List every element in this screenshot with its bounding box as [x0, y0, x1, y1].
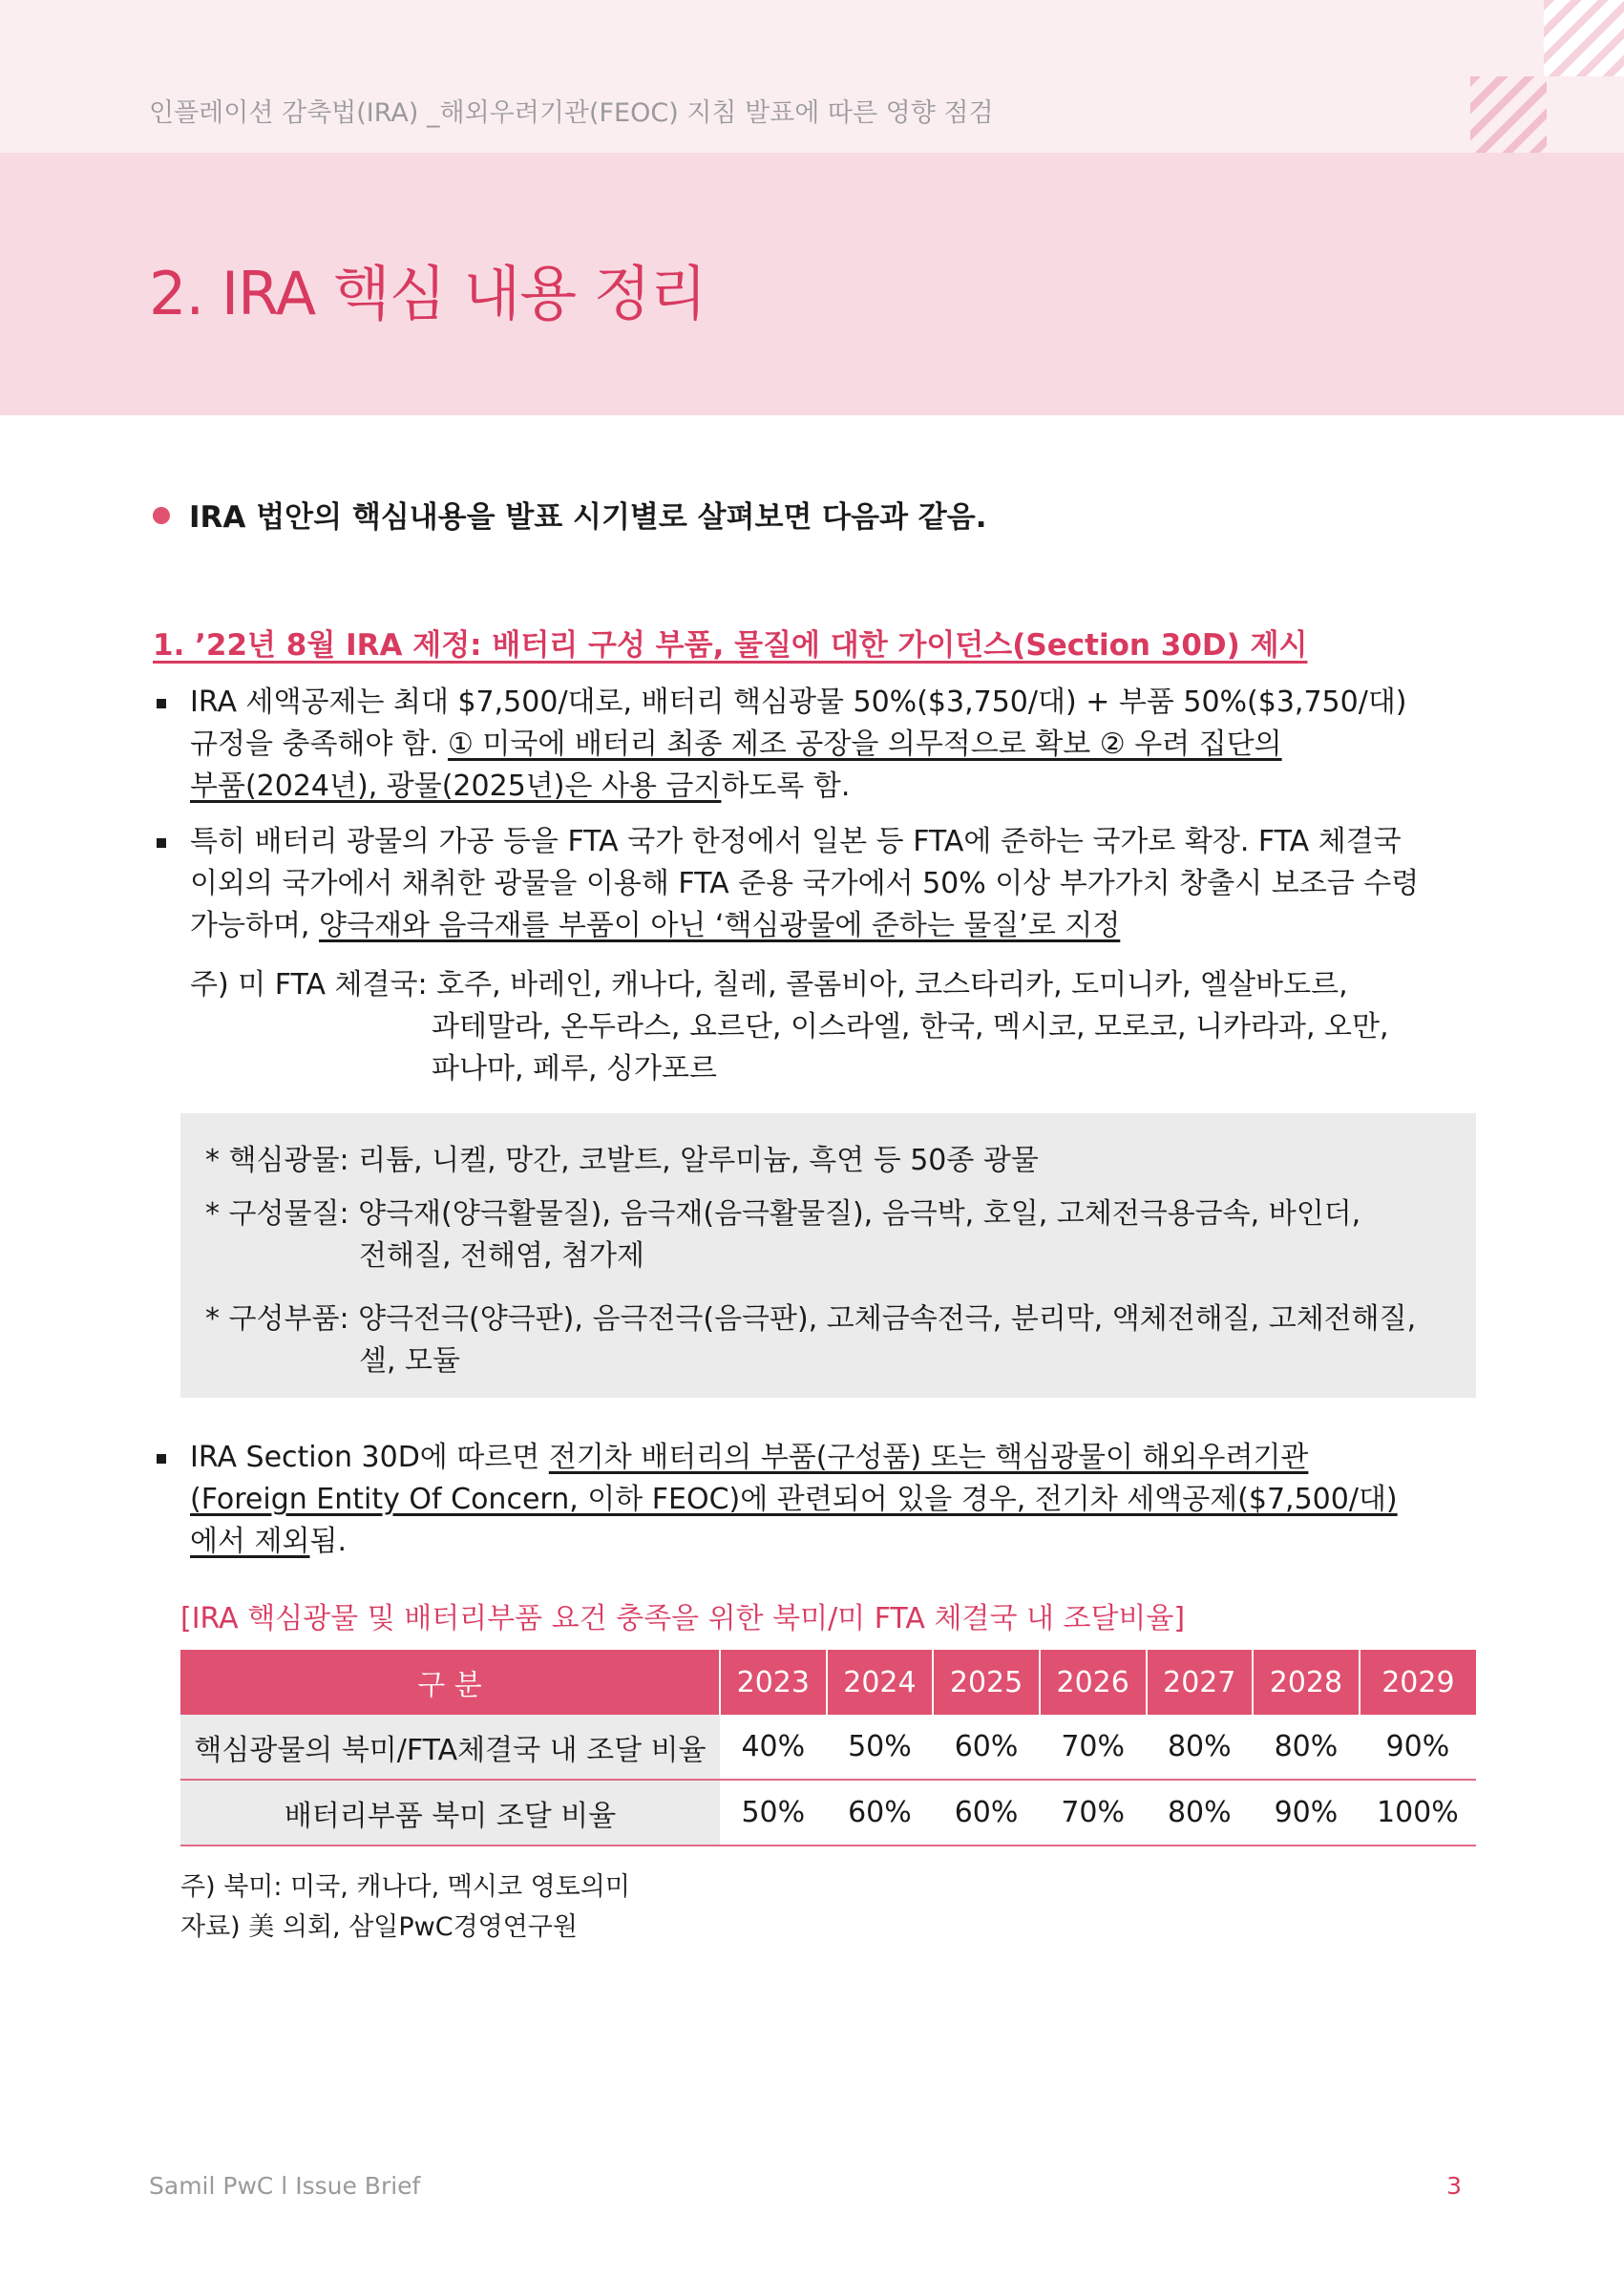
- table-cell: 40%: [720, 1715, 827, 1780]
- header-cell-category: 구 분: [180, 1650, 720, 1715]
- definition-components: [205, 1298, 1416, 1382]
- bullet1-underlined-2: 부품(2024년), 광물(2025년)은 사용 금지: [190, 770, 722, 803]
- bullet3-underlined-2: (Foreign Entity Of Concern, 이하 FEOC)에 관련되어 있을 경우, 전기차 세액공제($7,500/대): [190, 1483, 1398, 1516]
- table-cell: 80%: [1253, 1715, 1360, 1780]
- table-cell: 50%: [827, 1715, 934, 1780]
- header-cell-2027: 2027: [1147, 1650, 1254, 1715]
- header-cell-2026: 2026: [1040, 1650, 1147, 1715]
- header-cell-2028: 2028: [1253, 1650, 1360, 1715]
- table-footnote: 주) 북미: 미국, 캐나다, 멕시코 영토의미: [180, 1872, 630, 1902]
- table-cell: 70%: [1040, 1715, 1147, 1780]
- table-cell: 90%: [1360, 1715, 1476, 1780]
- subheading: 1. ’22년 8월 IRA 제정: 배터리 구성 부품, 물질에 대한 가이던스(Section 30D) 제시: [153, 628, 1308, 663]
- bullet3-start: IRA Section 30D에 따르면: [190, 1441, 549, 1474]
- table-cell: 80%: [1147, 1780, 1254, 1846]
- definition-materials: [205, 1193, 1360, 1277]
- table-cell: 70%: [1040, 1780, 1147, 1846]
- running-header: 인플레이션 감축법(IRA) _해외우려기관(FEOC) 지침 발표에 따른 영향 점검: [149, 98, 994, 128]
- row-label: 배터리부품 북미 조달 비율: [180, 1780, 720, 1846]
- bullet-item-tax-credit: [153, 682, 1489, 808]
- bullet-item-feoc: [153, 1437, 1489, 1563]
- square-bullet-icon: [157, 838, 166, 848]
- intro-line: [153, 493, 986, 536]
- definition-core-minerals: * 핵심광물: 리튬, 니켈, 망간, 코발트, 알루미늄, 흑연 등 50종 광물: [205, 1144, 1039, 1177]
- note-label: 주) 미 FTA 체결국:: [190, 968, 428, 1002]
- footer-brand: Samil PwC l Issue Brief: [149, 2172, 421, 2200]
- bullet-dot-icon: [153, 507, 170, 524]
- bullet3-end: 됨.: [309, 1525, 347, 1558]
- table-row: [180, 1780, 1476, 1846]
- bullet-item-fta: [153, 821, 1489, 947]
- page-number: 3: [1446, 2172, 1462, 2200]
- bullet1-line2: 규정을 충족해야 함.: [190, 728, 448, 761]
- fta-countries-note: [190, 964, 1389, 1086]
- table-header-row: [180, 1650, 1476, 1715]
- note-line3: 파나마, 페루, 싱가포르: [432, 1052, 717, 1086]
- bullet2-line3: 가능하며,: [190, 909, 319, 942]
- table-cell: 100%: [1360, 1780, 1476, 1846]
- bullet3-underlined-3: 에서 제외: [190, 1525, 310, 1558]
- table-cell: 80%: [1147, 1715, 1254, 1780]
- bullet1-end: 하도록 함.: [721, 770, 851, 803]
- bullet2-line1: 특히 배터리 광물의 가공 등을 FTA 국가 한정에서 일본 등 FTA에 준하는 국가로 확장. FTA 체결국: [190, 825, 1402, 858]
- table-cell: 60%: [827, 1780, 934, 1846]
- decorative-stripes: [1544, 0, 1624, 76]
- bullet1-line1: IRA 세액공제는 최대 $7,500/대로, 배터리 핵심광물 50%($3,750/대) + 부품 50%($3,750/대): [190, 686, 1407, 719]
- section-title: 2. IRA 핵심 내용 정리: [149, 259, 707, 328]
- definition-components-line1: * 구성부품: 양극전극(양극판), 음극전극(음극판), 고체금속전극, 분리막, 액체전해질, 고체전해질,: [205, 1302, 1417, 1336]
- bullet2-underlined: 양극재와 음극재를 부품이 아닌 ‘핵심광물에 준하는 물질’로 지정: [319, 909, 1121, 942]
- header-cell-2023: 2023: [720, 1650, 827, 1715]
- header-band: [0, 0, 1624, 153]
- table-cell: 60%: [933, 1780, 1040, 1846]
- square-bullet-icon: [157, 699, 166, 708]
- definition-components-line2: 셀, 모듈: [359, 1344, 461, 1378]
- note-line1: 호주, 바레인, 캐나다, 칠레, 콜롬비아, 코스타리카, 도미니카, 엘살바도르,: [436, 968, 1348, 1002]
- table-cell: 50%: [720, 1780, 827, 1846]
- bullet2-line2: 이외의 국가에서 채취한 광물을 이용해 FTA 준용 국가에서 50% 이상 부가가치 창출시 보조금 수령: [190, 867, 1420, 900]
- sourcing-ratio-table: [180, 1650, 1476, 1846]
- bullet1-underlined-1: ① 미국에 배터리 최종 제조 공장을 의무적으로 확보 ② 우려 집단의: [447, 728, 1282, 761]
- definition-materials-line2: 전해질, 전해염, 첨가제: [359, 1239, 644, 1273]
- table-cell: 90%: [1253, 1780, 1360, 1846]
- definitions-box: [180, 1113, 1476, 1398]
- header-cell-2024: 2024: [827, 1650, 934, 1715]
- table-caption: [IRA 핵심광물 및 배터리부품 요건 충족을 위한 북미/미 FTA 체결국 내 조달비율]: [180, 1602, 1186, 1635]
- bullet3-underlined-1: 전기차 배터리의 부품(구성품) 또는 핵심광물이 해외우려기관: [548, 1441, 1309, 1474]
- header-cell-2029: 2029: [1360, 1650, 1476, 1715]
- decorative-stripes-2: [1470, 76, 1547, 153]
- row-label: 핵심광물의 북미/FTA체결국 내 조달 비율: [180, 1715, 720, 1780]
- square-bullet-icon: [157, 1454, 166, 1464]
- table-cell: 60%: [933, 1715, 1040, 1780]
- intro-text: IRA 법안의 핵심내용을 발표 시기별로 살펴보면 다음과 같음.: [189, 500, 987, 535]
- definition-materials-line1: * 구성물질: 양극재(양극활물질), 음극재(음극활물질), 음극박, 호일, 고체전극용금속, 바인더,: [205, 1197, 1361, 1231]
- table-source: 자료) 美 의회, 삼일PwC경영연구원: [180, 1912, 578, 1942]
- header-cell-2025: 2025: [933, 1650, 1040, 1715]
- table-row: [180, 1715, 1476, 1780]
- note-line2: 과테말라, 온두라스, 요르단, 이스라엘, 한국, 멕시코, 모로코, 니카라과, 오만,: [432, 1010, 1389, 1044]
